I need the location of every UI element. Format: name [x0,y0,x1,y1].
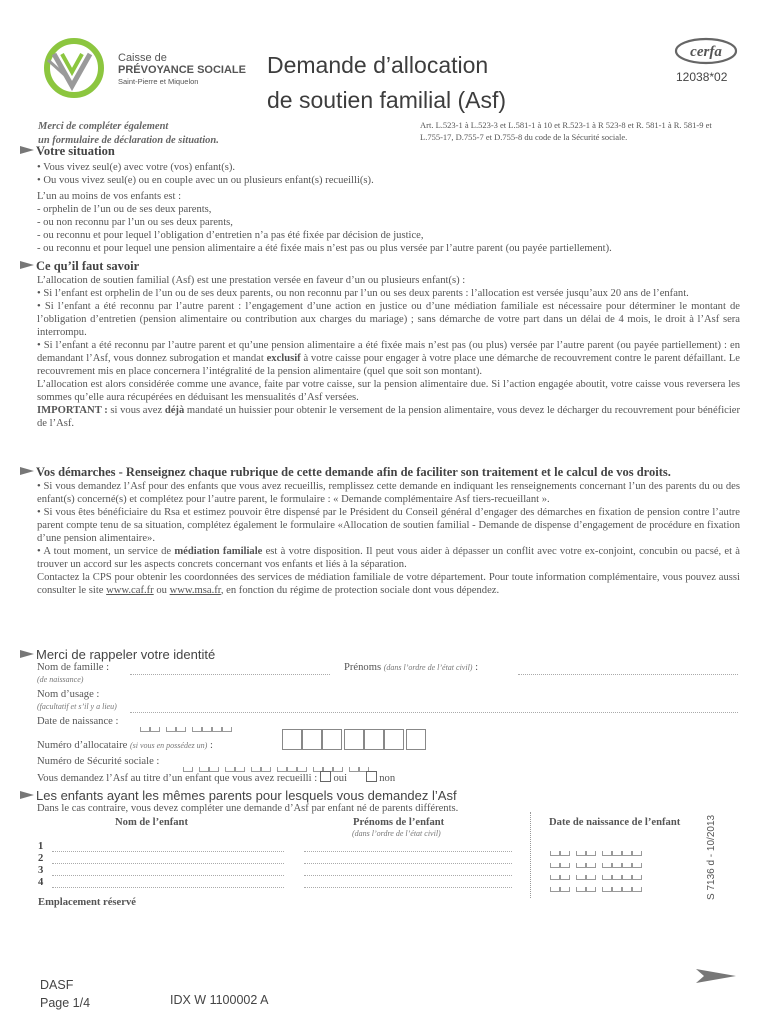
usage-name-field[interactable] [130,712,738,713]
know-paragraph: • Si l’enfant est orphelin de l’un ou de ses deux parents, ou non reconnu par l’un ou ses deux parents : l’allocation est versée jusqu’aux 20 ans de l’enfant. [37,288,689,299]
child-first-names-field[interactable] [304,887,512,888]
child-row: 4 [38,877,738,889]
reserved-area-label: Emplacement réservé [38,897,136,908]
steps-paragraph: Contactez la CPS pour obtenir les coordonnées des services de médiation familiale de votre département. Pour toute information complémentaire, vous pouvez aussi consulter le site www.caf.fr ou www.msa.fr, en fonction du régime de protection sociale dont vous dépendez. [37,572,740,596]
child-name-field[interactable] [52,887,284,888]
no-label: non [379,773,396,784]
arrow-icon [20,261,34,269]
msa-link[interactable]: www.msa.fr [169,585,221,596]
section-know [20,259,740,430]
situation-line: - ou non reconnu par l’un ou ses deux parents, [37,217,233,228]
usage-name-sublabel: (facultatif et s’il y a lieu) [37,702,117,711]
recueilli-question: Vous demandez l’Asf au titre d’un enfant que vous avez recueilli : oui non [37,773,396,784]
steps-body [37,480,740,597]
org-line-1: Caisse de [118,52,167,64]
steps-paragraph: • Si vous êtes bénéficiaire du Rsa et estimez pouvoir être dispensé par le Président du Conseil général d’engager des démarches en fixation de pension contre l’autre parent compte tenu de sa situation, complétez également le formulaire «Allocation de soutien familial - Demande de dispense d’engagement de procédure en fixation d’une pension alimentaire». [37,507,740,544]
children-heading: Les enfants ayant les mêmes parents pour lesquels vous demandez l’Asf [20,788,457,803]
child-first-names-field[interactable] [304,875,512,876]
children-table [38,841,738,889]
no-checkbox[interactable] [366,771,377,782]
situation-line: • Vous vivez seul(e) avec votre (vos) enfant(s). [37,162,236,173]
child-row: 1 [38,841,738,853]
form-number: 12038*02 [676,70,728,84]
child-name-field[interactable] [52,875,284,876]
yes-label: oui [333,773,348,784]
know-heading: Ce qu’il faut savoir [20,259,740,274]
allocataire-label: Numéro d’allocataire (si vous en possédez un) : [37,740,213,751]
cerfa-text: cerfa [690,44,722,60]
allocataire-number-field[interactable] [282,729,432,751]
arrow-icon [20,467,34,475]
child-first-names-field[interactable] [304,851,512,852]
child-first-names-field[interactable] [304,863,512,864]
cerfa-logo [674,37,738,65]
family-name-sublabel: (de naissance) [37,675,84,684]
caf-link[interactable]: www.caf.fr [106,585,154,596]
child-name-field[interactable] [52,851,284,852]
arrow-icon [20,791,34,799]
footer-org: DASF [40,978,74,992]
family-name-field[interactable] [130,674,330,675]
situation-line: L’un au moins de vos enfants est : [37,191,182,202]
secu-label: Numéro de Sécurité sociale : [37,756,160,767]
organisation-name [118,52,246,88]
next-page-arrow-icon [696,968,736,984]
footer-reference [40,976,90,1012]
situation-line: - orphelin de l’un ou de ses deux parents, [37,204,212,215]
know-important: IMPORTANT : si vous avez déjà mandaté un huissier pour obtenir le versement de la pension alimentaire, vous devez le décharger du recouvrement pour bénéficier de l’Asf. [37,405,741,429]
situation-line: - ou reconnu et pour lequel une pension alimentaire a été fixée mais n’est pas ou plus versée par l’autre parent (ou payée partiellement). [37,243,612,254]
usage-name-label: Nom d’usage : [37,689,100,700]
col-child-name: Nom de l’enfant [115,817,188,828]
arrow-icon [20,146,34,154]
cps-logo-mark [44,38,114,98]
know-paragraph: • Si l’enfant a été reconnu par l’autre parent et qu’une pension alimentaire a été fixée mais n’est pas (ou plus) versée par l’autre parent (ou payée partiellement) : en demandant l’Asf, vous donnez subrogation et mandat exclusif à votre caisse pour engager à votre place une démarche de recouvrement contre le parent défaillant. Le recouvrement mis en place concernera l’intégralité de la pension alimentaire (quel que soit son montant). [37,340,741,377]
steps-paragraph: • A tout moment, un service de médiation familiale est à votre disposition. Il peut vous aider à dépasser un conflit avec votre ex-conjoint, concubin ou pacsé, et à trouver un accord sur les aspects concrets concernant vos enfants et liés à la séparation. [37,546,741,570]
birth-date-field[interactable] [140,719,238,737]
title-line-2: de soutien familial (Asf) [267,87,507,113]
org-line-2: PRÉVOYANCE SOCIALE [118,64,246,76]
child-row: 2 [38,853,738,865]
col-child-first-names: Prénoms de l’enfant [353,817,445,828]
situation-heading: Votre situation [20,144,740,159]
situation-body [37,161,740,255]
complete-note-line-1: Merci de compléter également [38,121,169,132]
birth-date-label: Date de naissance : [37,716,119,727]
title-line-1: Demande d’allocation [267,52,489,78]
section-steps [20,465,740,597]
situation-line: - ou reconnu et pour lequel l’obligation d’entretien n’a pas été fixée par décision de justice, [37,230,424,241]
child-birth-field[interactable] [550,879,648,897]
know-paragraph: • Si l’enfant a été reconnu par l’autre parent : l’engagement d’une action en justice ou d’une médiation familiale est nécessaire pour déterminer le montant de l’obligation d’entretien (pension alimentaire ou contribution aux charges du mariage) ; sans démarche de votre part dans un délai de 4 mois, le droit à l’Asf sera interrompu. [37,301,740,338]
situation-line: • Ou vous vivez seul(e) ou en couple avec un ou plusieurs enfant(s) recueilli(s). [37,175,374,186]
yes-checkbox[interactable] [320,771,331,782]
child-row: 3 [38,865,738,877]
form-side-code: S 7136 d - 10/2013 [706,814,717,900]
identity-heading: Merci de rappeler votre identité [20,647,215,662]
form-title [267,48,506,118]
first-names-label: Prénoms (dans l’ordre de l’état civil) : [344,662,479,673]
legal-references: Art. L.523-1 à L.523-3 et L.581-1 à 10 et R.523-1 à R 523-8 et R. 581-1 à R. 581-9 et L.755-17, D.755-7 et D.755-8 du code de la Sécurité sociale. [420,120,712,142]
steps-heading: Vos démarches - Renseignez chaque rubrique de cette demande afin de faciliter son traitement et le calcul de vos droits. [20,465,740,480]
org-line-3: Saint-Pierre et Miquelon [118,77,199,86]
children-intro: Dans le cas contraire, vous devez compléter une demande d’Asf par enfant né de parents différents. [37,803,459,814]
know-paragraph: L’allocation est alors considérée comme une avance, faite par votre caisse, sur la pension alimentaire due. Si l’action engagée aboutit, votre caisse vous reversera les sommes qu’elle aura récupérées en déduisant les mensualités d’Asf versées. [37,379,740,403]
idx-code: IDX W 1100002 A [170,993,269,1007]
know-body [37,274,740,430]
col-child-birth: Date de naissance de l’enfant [549,817,681,828]
page-number: Page 1/4 [40,996,91,1010]
family-name-label: Nom de famille : [37,662,110,673]
first-names-field[interactable] [518,674,738,675]
arrow-icon [20,650,34,658]
col-child-first-names-sub: (dans l’ordre de l’état civil) [352,829,441,838]
steps-paragraph: • Si vous demandez l’Asf pour des enfants que vous avez recueillis, remplissez cette demande en indiquant les renseignements concernant l’un des parents du ou des enfant(s) concerné(s) et complétez pour l’autre parent, le formulaire : « Demande complémentaire Asf tiers-recueillant ». [37,481,740,505]
complete-note-line-2: un formulaire de déclaration de situation. [38,135,219,146]
section-situation [20,144,740,255]
know-paragraph: L’allocation de soutien familial (Asf) est une prestation versée en faveur d’un ou plusieurs enfant(s) : [37,275,466,286]
child-name-field[interactable] [52,863,284,864]
